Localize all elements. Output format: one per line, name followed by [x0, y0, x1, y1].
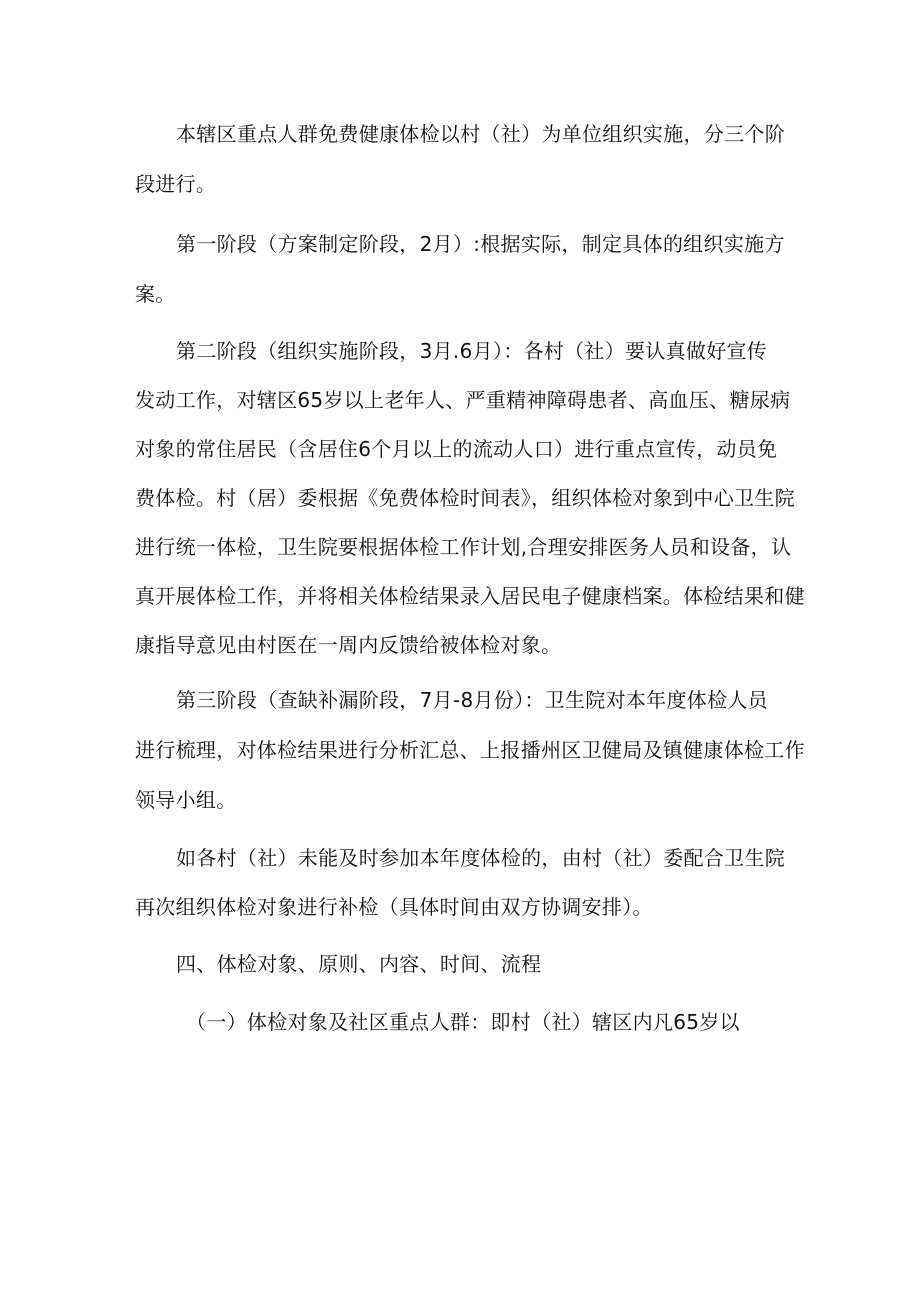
paragraph-line: 对象的常住居民（含居住6个月以上的流动人口）进行重点宣传，动员免	[135, 437, 778, 461]
paragraph-line: 进行统一体检，卫生院要根据体检工作计划,合理安排医务人员和设备，认	[135, 535, 792, 559]
paragraph-line: 康指导意见由村医在一周内反馈给被体检对象。	[135, 633, 562, 657]
paragraph-line: 案。	[135, 282, 176, 306]
paragraph-line: 领导小组。	[135, 788, 237, 812]
paragraph-line: 第三阶段（查缺补漏阶段，7月-8月份）：卫生院对本年度体检人员	[176, 688, 768, 712]
paragraph-line: 本辖区重点人群免费健康体检以村（社）为单位组织实施，分三个阶	[176, 122, 785, 146]
paragraph-line: 第二阶段（组织实施阶段，3月.6月）：各村（社）要认真做好宣传	[176, 339, 768, 363]
paragraph-line: 真开展体检工作，并将相关体检结果录入居民电子健康档案。体检结果和健	[135, 584, 805, 608]
paragraph-line: 费体检。村（居）委根据《免费体检时间表》，组织体检对象到中心卫生院	[135, 486, 795, 510]
subsection-heading: （一）体检对象及社区重点人群：即村（社）辖区内凡65岁以	[186, 1010, 740, 1034]
section-heading: 四、体检对象、原则、内容、时间、流程	[176, 952, 542, 976]
paragraph-line: 第一阶段（方案制定阶段，2月）:根据实际，制定具体的组织实施方	[176, 232, 785, 256]
paragraph-line: 段进行。	[135, 172, 217, 196]
paragraph-line: 进行梳理，对体检结果进行分析汇总、上报播州区卫健局及镇健康体检工作	[135, 738, 805, 762]
paragraph-line: 如各村（社）未能及时参加本年度体检的，由村（社）委配合卫生院	[176, 846, 785, 870]
paragraph-line: 再次组织体检对象进行补检（具体时间由双方协调安排）。	[135, 895, 653, 919]
paragraph-line: 发动工作，对辖区65岁以上老年人、严重精神障碍患者、高血压、糖尿病	[135, 388, 791, 412]
